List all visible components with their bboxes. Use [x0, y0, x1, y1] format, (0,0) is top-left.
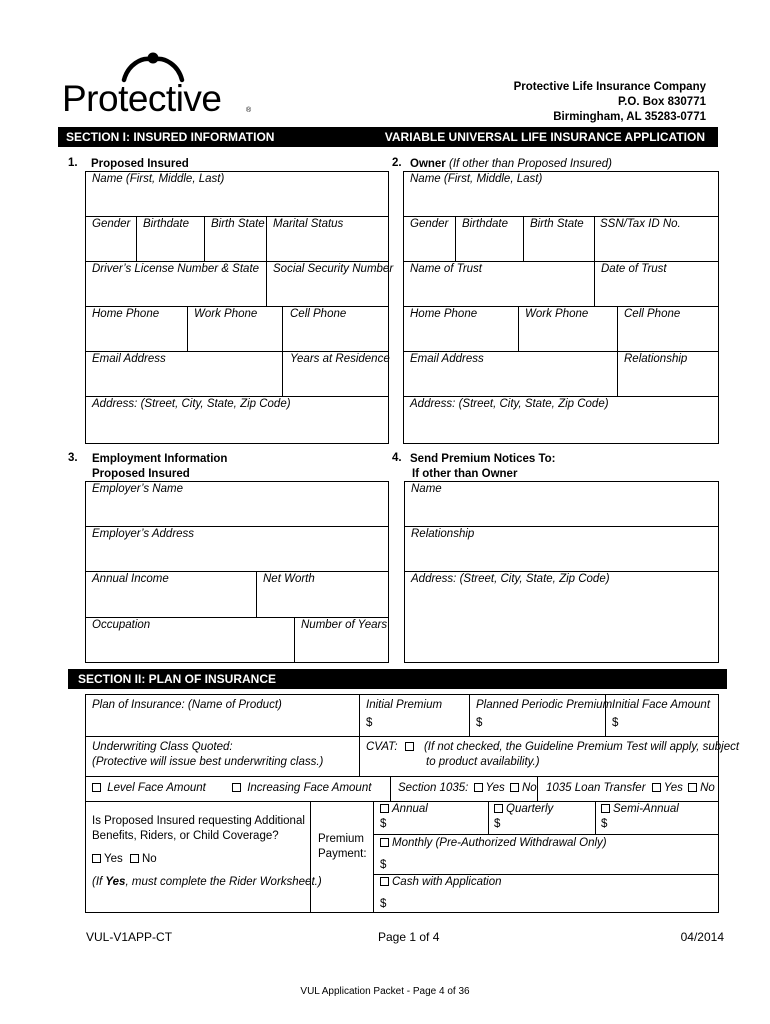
insured-birthdate-field[interactable]: Birthdate: [143, 218, 190, 230]
owner-birth-state-field[interactable]: Birth State: [530, 218, 584, 230]
cash-checkbox[interactable]: [380, 877, 389, 886]
owner-ssn-tax-id-field[interactable]: SSN/Tax ID No.: [600, 218, 681, 230]
rider-worksheet-note: [92, 876, 322, 888]
increasing-face-option[interactable]: [232, 782, 371, 794]
insured-home-phone-field[interactable]: Home Phone: [92, 308, 160, 320]
annual-option[interactable]: [380, 803, 428, 815]
loan-1035-yes-checkbox[interactable]: [652, 783, 661, 792]
item4-number: 4.: [392, 452, 402, 464]
increasing-face-label: Increasing Face Amount: [247, 782, 372, 794]
insured-drivers-license-field[interactable]: Driver’s License Number & State: [92, 263, 260, 275]
semi-annual-checkbox[interactable]: [601, 804, 610, 813]
owner-email-field[interactable]: Email Address: [410, 353, 484, 365]
insured-address-field[interactable]: Address: (Street, City, State, Zip Code): [92, 398, 291, 410]
owner-trust-name-field[interactable]: Name of Trust: [410, 263, 482, 275]
owner-gender-field[interactable]: Gender: [410, 218, 449, 230]
rider-note-pre: (If: [92, 876, 106, 888]
level-face-option[interactable]: [92, 782, 206, 794]
section1-title: SECTION I: INSURED INFORMATION: [66, 130, 275, 144]
company-city: Birmingham, AL 35283-0771: [553, 111, 706, 123]
owner-birthdate-field[interactable]: Birthdate: [462, 218, 509, 230]
item2-number: 2.: [392, 157, 402, 169]
insured-gender-field[interactable]: Gender: [92, 218, 131, 230]
owner-home-phone-field[interactable]: Home Phone: [410, 308, 478, 320]
owner-trust-date-field[interactable]: Date of Trust: [601, 263, 667, 275]
loan-1035-no-label: No: [700, 782, 715, 794]
company-po-box: P.O. Box 830771: [617, 96, 706, 108]
employer-address-field[interactable]: Employer’s Address: [92, 528, 195, 540]
number-of-years-field[interactable]: Number of Years: [301, 619, 388, 631]
initial-premium-label: Initial Premium: [366, 699, 443, 711]
cvat-checkbox[interactable]: [405, 742, 414, 751]
underwriting-class-note: (Protective will issue best underwriting class.): [92, 756, 324, 768]
payment-label: Payment:: [318, 848, 367, 860]
riders-yes-label: Yes: [104, 853, 123, 865]
owner-title: Owner: [410, 158, 446, 170]
notice-address-field[interactable]: Address: (Street, City, State, Zip Code): [411, 573, 610, 585]
initial-face-label: Initial Face Amount: [612, 699, 711, 711]
section-1035-label: Section 1035:: [398, 782, 469, 794]
monthly-option[interactable]: [380, 837, 607, 849]
rider-note-post: , must complete the Rider Worksheet.): [125, 876, 322, 888]
item3-number: 3.: [68, 452, 78, 464]
monthly-checkbox[interactable]: [380, 838, 389, 847]
net-worth-field[interactable]: Net Worth: [263, 573, 315, 585]
planned-premium-field[interactable]: $: [476, 717, 483, 729]
initial-premium-field[interactable]: $: [366, 717, 373, 729]
premium-notices-form: [404, 481, 719, 663]
owner-address-field[interactable]: Address: (Street, City, State, Zip Code): [410, 398, 609, 410]
semi-annual-amount-field[interactable]: $: [601, 818, 608, 830]
page-number: Page 1 of 4: [378, 930, 440, 944]
cvat-label: CVAT:: [366, 741, 398, 753]
rider-note-yes: Yes: [105, 876, 126, 888]
company-address: [514, 80, 706, 125]
insured-ssn-field[interactable]: Social Security Number: [273, 263, 394, 275]
owner-title-note: (If other than Proposed Insured): [449, 158, 613, 170]
owner-work-phone-field[interactable]: Work Phone: [525, 308, 589, 320]
cvat-option[interactable]: [366, 741, 739, 753]
cvat-note: (If not checked, the Guideline Premium Test will apply, subject: [423, 741, 740, 753]
company-name: Protective Life Insurance Company: [513, 81, 706, 93]
insured-email-field[interactable]: Email Address: [92, 353, 166, 365]
loan-1035-no-checkbox[interactable]: [688, 783, 697, 792]
registered-mark: ®: [246, 107, 252, 114]
quarterly-checkbox[interactable]: [494, 804, 503, 813]
notice-name-field[interactable]: Name: [411, 483, 442, 495]
section-1035-no-checkbox[interactable]: [510, 783, 519, 792]
section-1035-yes-checkbox[interactable]: [474, 783, 483, 792]
annual-income-field[interactable]: Annual Income: [92, 573, 169, 585]
semi-annual-option[interactable]: [601, 803, 679, 815]
initial-face-field[interactable]: $: [612, 717, 619, 729]
item1-title: Proposed Insured: [91, 158, 189, 170]
quarterly-label: Quarterly: [506, 803, 554, 815]
loan-1035-yes-label: Yes: [663, 782, 683, 794]
annual-checkbox[interactable]: [380, 804, 389, 813]
level-face-checkbox[interactable]: [92, 783, 101, 792]
section-1035-option[interactable]: [398, 782, 537, 794]
insured-years-at-residence-field[interactable]: Years at Residence: [290, 353, 390, 365]
section-1035-no-label: No: [521, 782, 537, 794]
riders-yes-checkbox[interactable]: [92, 854, 101, 863]
insured-name-field[interactable]: Name (First, Middle, Last): [92, 173, 225, 185]
cash-with-application-option[interactable]: [380, 876, 502, 888]
quarterly-option[interactable]: [494, 803, 553, 815]
annual-label: Annual: [392, 803, 428, 815]
item4-subtitle: If other than Owner: [412, 468, 518, 480]
annual-amount-field[interactable]: $: [380, 818, 387, 830]
planned-premium-label: Planned Periodic Premium: [476, 699, 613, 711]
cash-label: Cash with Application: [392, 876, 502, 888]
semi-annual-label: Semi-Annual: [613, 803, 679, 815]
level-face-label: Level Face Amount: [107, 782, 206, 794]
riders-no-checkbox[interactable]: [130, 854, 139, 863]
premium-label: Premium: [318, 833, 365, 845]
riders-options[interactable]: [92, 853, 157, 865]
insured-cell-phone-field[interactable]: Cell Phone: [290, 308, 347, 320]
item4-title: Send Premium Notices To:: [410, 453, 556, 465]
monthly-label: Monthly (Pre-Authorized Withdrawal Only): [392, 837, 607, 849]
form-id: VUL-V1APP-CT: [86, 930, 173, 944]
owner-relationship-field[interactable]: Relationship: [624, 353, 688, 365]
cash-amount-field[interactable]: $: [380, 898, 387, 910]
monthly-amount-field[interactable]: $: [380, 859, 387, 871]
loan-1035-label: 1035 Loan Transfer: [546, 782, 646, 794]
item3-subtitle: Proposed Insured: [92, 468, 190, 480]
increasing-face-checkbox[interactable]: [232, 783, 241, 792]
application-title: VARIABLE UNIVERSAL LIFE INSURANCE APPLICATION: [384, 130, 705, 144]
section-1035-yes-label: Yes: [485, 782, 505, 794]
packet-page: VUL Application Packet - Page 4 of 36: [300, 986, 470, 997]
underwriting-class-field[interactable]: Underwriting Class Quoted:: [92, 741, 233, 753]
section2-header: [68, 669, 727, 689]
quarterly-amount-field[interactable]: $: [494, 818, 501, 830]
item1-number: 1.: [68, 157, 78, 169]
item3-title: Employment Information: [92, 453, 228, 465]
loan-1035-option[interactable]: [546, 782, 715, 794]
employment-form: [85, 481, 389, 663]
section1-header: [58, 127, 718, 147]
form-date: 04/2014: [680, 930, 724, 944]
riders-question-line2: Benefits, Riders, or Child Coverage?: [92, 830, 279, 842]
insured-marital-status-field[interactable]: Marital Status: [273, 218, 344, 230]
insured-work-phone-field[interactable]: Work Phone: [194, 308, 258, 320]
riders-no-label: No: [141, 853, 157, 865]
owner-name-field[interactable]: Name (First, Middle, Last): [410, 173, 543, 185]
occupation-field[interactable]: Occupation: [92, 619, 151, 631]
employer-name-field[interactable]: Employer’s Name: [92, 483, 183, 495]
section2-title: SECTION II: PLAN OF INSURANCE: [78, 672, 277, 686]
item2-title: [410, 157, 612, 171]
riders-question-line1: Is Proposed Insured requesting Additional: [92, 815, 305, 827]
insured-birth-state-field[interactable]: Birth State: [211, 218, 265, 230]
notice-relationship-field[interactable]: Relationship: [411, 528, 475, 540]
cvat-note-line2: to product availability.): [426, 756, 540, 768]
plan-name-field[interactable]: Plan of Insurance: (Name of Product): [92, 699, 282, 711]
logo-wordmark: Protective: [62, 78, 222, 119]
owner-cell-phone-field[interactable]: Cell Phone: [624, 308, 681, 320]
